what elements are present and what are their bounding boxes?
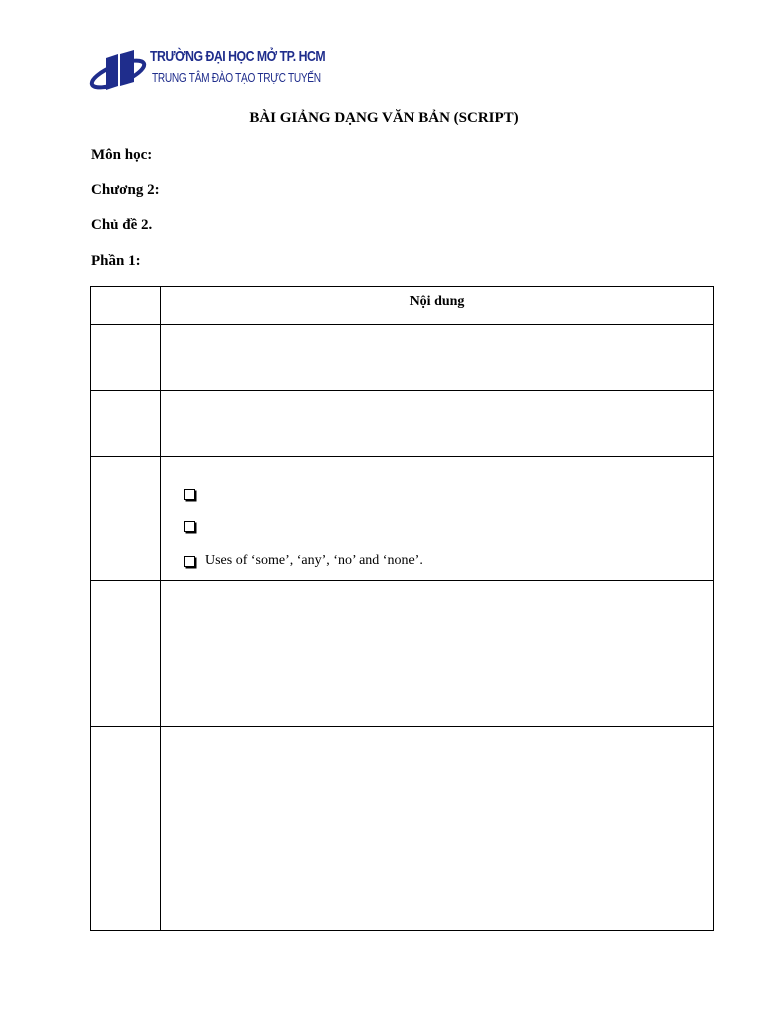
row-divider <box>91 390 713 391</box>
logo-center-name: TRUNG TÂM ĐÀO TẠO TRỰC TUYẾN <box>152 70 321 85</box>
topic-label: Chủ đề 2. <box>91 217 153 233</box>
checkbox-icon <box>184 521 195 532</box>
book-emblem-icon <box>88 44 150 100</box>
checklist-item <box>184 553 423 569</box>
checklist-item <box>184 521 205 532</box>
row-divider <box>91 456 713 457</box>
part-label: Phần 1: <box>91 253 141 269</box>
row-divider <box>91 580 713 581</box>
subject-label: Môn học: <box>91 147 153 163</box>
content-column-header: Nội dung <box>409 294 465 309</box>
row-divider <box>91 726 713 727</box>
university-logo <box>88 44 326 100</box>
checkbox-icon <box>184 489 195 500</box>
column-divider <box>160 287 161 930</box>
chapter-label: Chương 2: <box>91 182 160 198</box>
row-divider <box>91 324 713 325</box>
document-title: BÀI GIẢNG DẠNG VĂN BẢN (SCRIPT) <box>249 110 519 126</box>
checkbox-icon <box>184 556 195 567</box>
checklist-item <box>184 489 205 500</box>
checklist-item-text: Uses of ‘some’, ‘any’, ‘no’ and ‘none’. <box>205 553 423 568</box>
content-table <box>90 286 714 931</box>
logo-university-name: TRƯỜNG ĐẠI HỌC MỞ TP. HCM <box>150 48 326 65</box>
